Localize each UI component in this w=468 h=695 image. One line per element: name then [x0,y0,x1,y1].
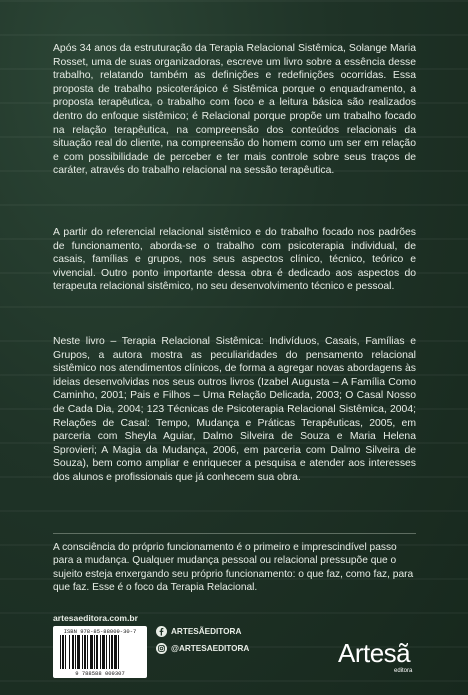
instagram-handle: @ARTESAEDITORA [171,644,250,653]
barcode-digits: 9 788588 009307 [75,670,125,677]
barcode-bars [59,635,141,669]
facebook-icon [156,626,167,637]
publisher-website[interactable]: artesaeditora.com.br [53,613,139,623]
publisher-logo [338,638,428,682]
social-facebook[interactable] [156,626,241,637]
isbn-label: ISBN 978-85-88009-30-7 [63,628,137,635]
description-paragraph-1: Após 34 anos da estruturação da Terapia Relacional Sistêmica, Solange Maria Rosset, uma de suas organizadoras, escreve um livro sobre a essência desse trabalho, relatando também as definições e redefinições ocorridas. Essa proposta de trabalho psicoterápico é Sistêmica porque o enquadramento, a proposta terapêutica, o trabalho com foco e a leitura básica são realizados dentro do enfoque sistêmico; é Relacional porque propõe um trabalho focado na relação terapêutica, na compreensão dos conteúdos relacionais da situação real do cliente, na compreensão do homem como um ser em relação e com possibilidade de perceber e ter mais controle sobre seus traços de caráter, através do trabalho relacional na sessão terapêutica. [53,43,416,177]
publisher-logo-wordmark: Artesã [338,638,411,668]
publisher-logo-subtitle: editora [394,668,413,674]
highlight-quote: A consciência do próprio funcionamento é o primeiro e imprescindível passo para a mudança. Qualquer mudança pessoal ou relacional pressupõe que o sujeito esteja enxergando seu próprio funcionamento: o que faz, como faz, para que faz. Esse é o foco da Terapia Relacional. [53,542,414,594]
description-paragraph-3: Neste livro – Terapia Relacional Sistêmica: Indivíduos, Casais, Famílias e Grupos, a autora mostra as peculiaridades do pensamento relacional sistêmico nos atendimentos clínicos, de forma a agregar novas abordagens às ideias desenvolvidas nos seus outros livros (Izabel Augusta – A Família Como Caminho, 2001; Pais e Filhos – Uma Relação Delicada, 2003; O Casal Nosso de Cada Dia, 2004; 123 Técnicas de Psicoterapia Relacional Sistêmica, 2004; Relações de Casal: Tempo, Mudança e Práticas Terapêuticas, 2005, em parceria com Sheyla Aguiar, Dalmo Silveira de Souza e Maria Helena Sprovieri; A Magia da Mudança, 2006, em parceria com Dalmo Silveira de Souza), bem como ampliar e enriquecer a pesquisa e atender aos interesses dos alunos e profissionais que já conhecem sua obra. [53,336,416,483]
barcode [53,626,147,678]
facebook-handle: ARTESÃEDITORA [171,627,242,636]
social-instagram[interactable] [156,643,249,654]
divider [53,533,416,534]
instagram-icon [156,643,167,654]
description-paragraph-2: A partir do referencial relacional sistêmico e do trabalho focado nos padrões de funcionamento, aborda-se o trabalho com psicoterapia individual, de casais, famílias e grupos, nos seus aspectos clínico, técnico, teórico e vivencial. Outro ponto importante dessa obra é dedicado aos aspectos do terapeuta relacional sistêmico, no seu desenvolvimento técnico e pessoal. [53,227,416,293]
